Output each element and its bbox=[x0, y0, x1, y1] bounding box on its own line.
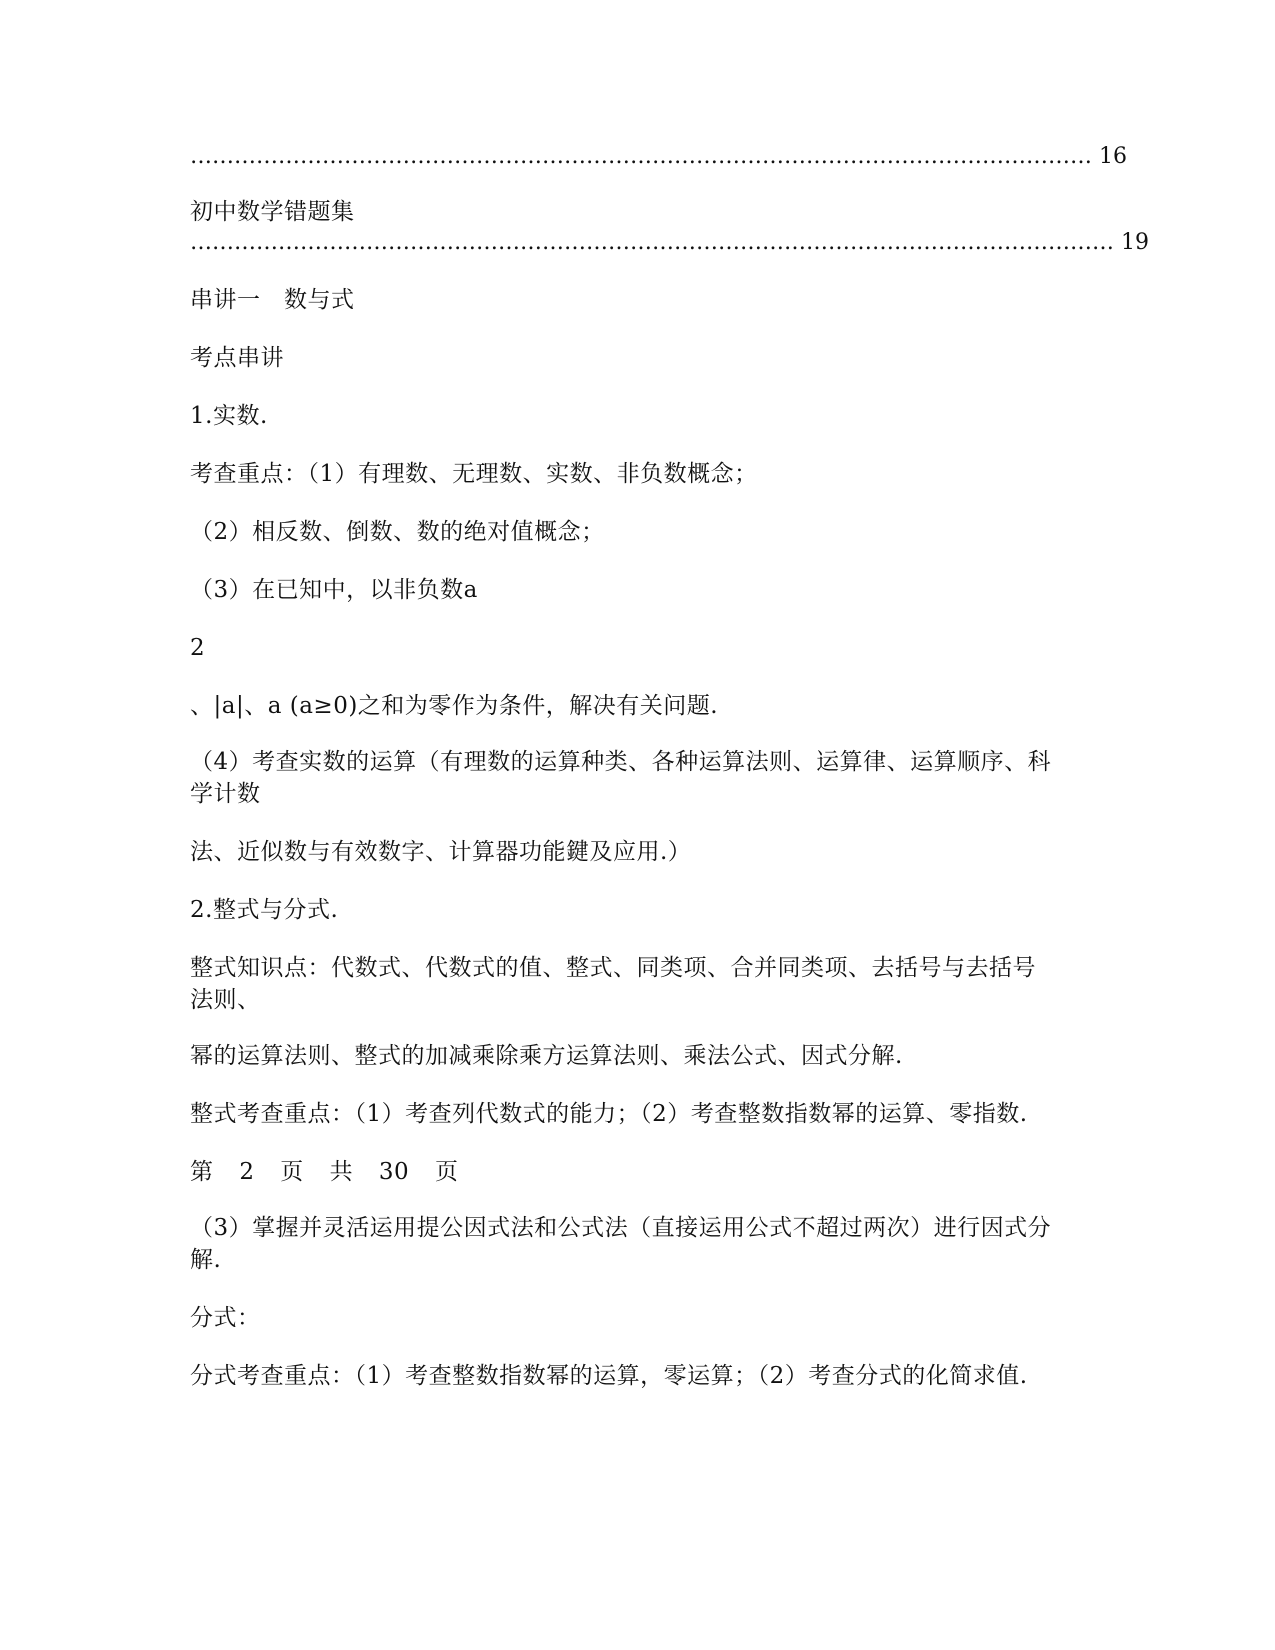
paragraph: （2）相反数、倒数、数的绝对值概念； bbox=[190, 519, 605, 545]
subheading: 考点串讲 bbox=[190, 345, 284, 371]
paragraph: 整式考查重点：（1）考查列代数式的能力；（2）考查整数指数幂的运算、零指数. bbox=[190, 1101, 1028, 1127]
exponent-line: 2 bbox=[190, 635, 206, 661]
toc-entry bbox=[190, 228, 1149, 258]
footer-total-pages: 30 bbox=[378, 1159, 410, 1185]
paragraph: 分式考查重点：（1）考查整数指数幂的运算，零运算；（2）考查分式的化简求值. bbox=[190, 1363, 1028, 1389]
toc-entry bbox=[190, 142, 1127, 172]
section-heading: 串讲一 数与式 bbox=[190, 287, 355, 313]
paragraph: 学计数 bbox=[190, 781, 261, 807]
paragraph: 解. bbox=[190, 1247, 222, 1273]
section-2-title: 2.整式与分式. bbox=[190, 897, 339, 923]
toc-leader-dots: ……………………………………………………………………………………………………………… bbox=[190, 230, 1114, 255]
page-footer bbox=[190, 1156, 458, 1188]
toc-title: 初中数学错题集 bbox=[190, 199, 355, 225]
paragraph: 考查重点：（1）有理数、无理数、实数、非负数概念； bbox=[190, 461, 758, 487]
paragraph: 、|a|、a (a≥0)之和为零作为条件，解决有关问题. bbox=[190, 693, 719, 719]
toc-leader-dots: …………………………………………………………………………………………………………… bbox=[190, 144, 1092, 169]
section-1-title: 1.实数. bbox=[190, 403, 268, 429]
toc-page-number: 19 bbox=[1121, 230, 1149, 255]
paragraph: 整式知识点：代数式、代数式的值、整式、同类项、合并同类项、去括号与去括号 bbox=[190, 955, 1036, 981]
footer-di: 第 bbox=[190, 1159, 214, 1185]
toc-page-number: 16 bbox=[1099, 144, 1127, 169]
paragraph: （4）考查实数的运算（有理数的运算种类、各种运算法则、运算律、运算顺序、科 bbox=[190, 749, 1052, 775]
paragraph: 法则、 bbox=[190, 987, 261, 1013]
paragraph: （3）掌握并灵活运用提公因式法和公式法（直接运用公式不超过两次）进行因式分 bbox=[190, 1215, 1052, 1241]
footer-page-number: 2 bbox=[239, 1159, 255, 1185]
paragraph: 法、近似数与有效数字、计算器功能鍵及应用.） bbox=[190, 839, 692, 865]
paragraph: 幂的运算法则、整式的加减乘除乘方运算法则、乘法公式、因式分解. bbox=[190, 1043, 903, 1069]
footer-gong: 共 bbox=[329, 1159, 354, 1185]
footer-ye-2: 页 bbox=[434, 1159, 459, 1185]
footer-ye: 页 bbox=[280, 1159, 304, 1185]
fraction-title: 分式： bbox=[190, 1305, 261, 1331]
paragraph: （3）在已知中，以非负数a bbox=[190, 577, 478, 603]
